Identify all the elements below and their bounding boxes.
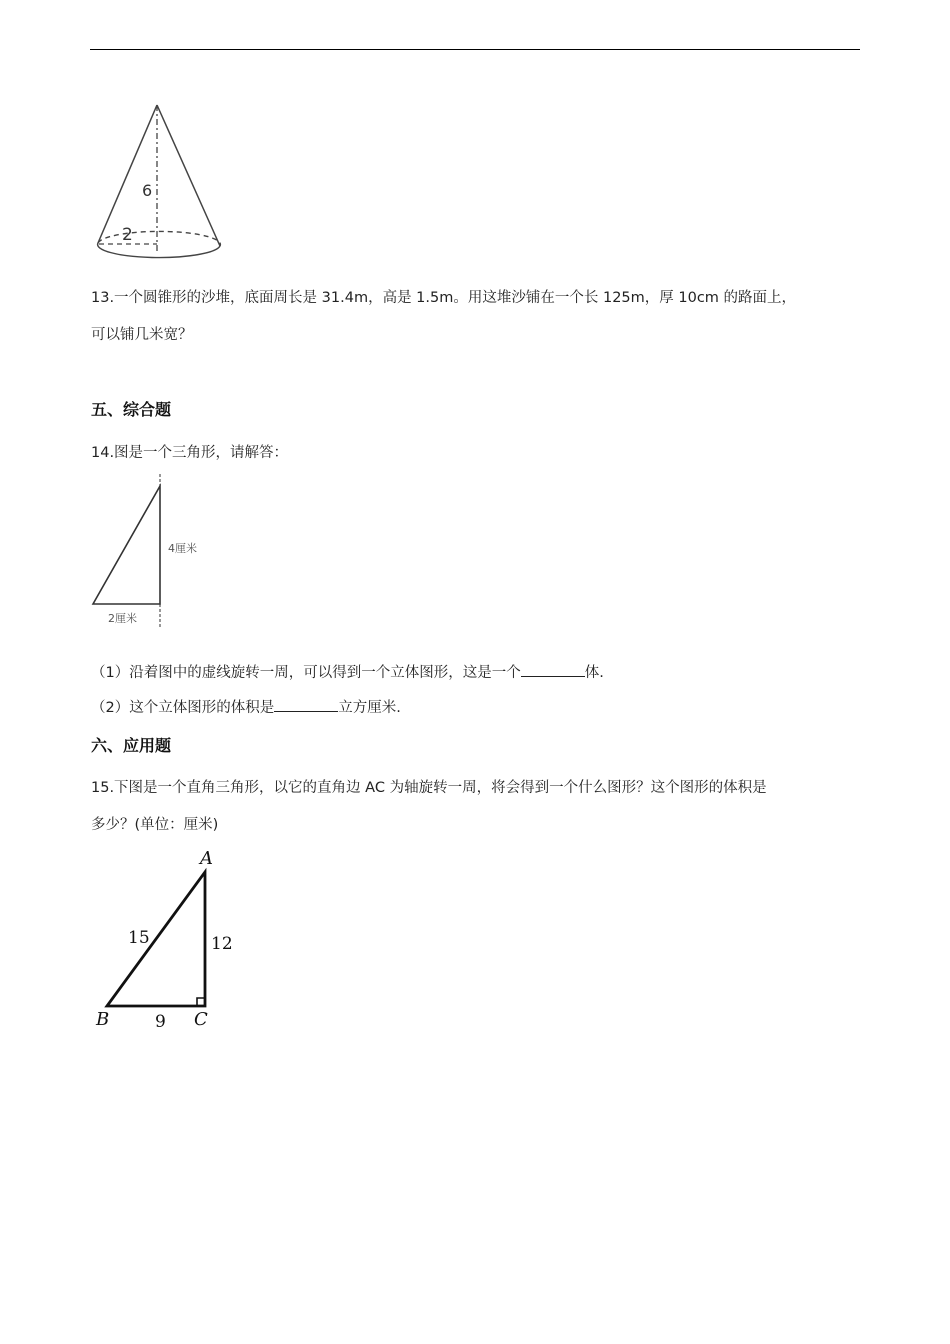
section-5-title: 五、综合题 bbox=[91, 400, 172, 419]
vertex-a-label: A bbox=[200, 848, 213, 869]
section-6-title: 六、应用题 bbox=[91, 736, 172, 755]
q15-triangle bbox=[107, 872, 205, 1006]
q13-line2: 可以铺几米宽？ bbox=[91, 327, 193, 343]
vertex-c-label: C bbox=[194, 1009, 208, 1030]
q14-sub1-suffix: 体. bbox=[584, 665, 604, 681]
leg-bc-label: 9 bbox=[155, 1012, 166, 1032]
cone-figure bbox=[90, 96, 230, 266]
q14-sub2-suffix: 立方厘米. bbox=[338, 700, 401, 716]
q13-line1: 13.一个圆锥形的沙堆，底面周长是 31.4m，高是 1.5m。用这堆沙铺在一个长 125m，厚 10cm 的路面上， bbox=[91, 290, 797, 306]
vertex-b-label: B bbox=[96, 1009, 110, 1030]
q14-sub2-blank[interactable] bbox=[274, 697, 338, 712]
q14-height-label: 4厘米 bbox=[168, 542, 197, 555]
q14-sub1-blank[interactable] bbox=[521, 662, 585, 677]
q14-base-label: 2厘米 bbox=[108, 612, 137, 625]
q14-sub2 bbox=[91, 697, 401, 718]
leg-ac-label: 12 bbox=[211, 934, 233, 954]
q14-sub1-text: （1）沿着图中的虚线旋转一周，可以得到一个立体图形，这是一个 bbox=[91, 665, 521, 681]
q15-triangle-figure bbox=[90, 845, 250, 1035]
header-rule bbox=[90, 49, 860, 50]
cone-height-label: 6 bbox=[142, 181, 153, 200]
q14-triangle bbox=[93, 486, 160, 604]
cone-radius-label: 2 bbox=[122, 225, 133, 245]
cone-left-edge bbox=[98, 105, 157, 243]
q15-line1: 15.下图是一个直角三角形，以它的直角边 AC 为轴旋转一周，将会得到一个什么图形？这个图形的体积是 bbox=[91, 780, 767, 796]
q14-triangle-figure bbox=[90, 472, 220, 634]
q14-sub2-text: （2）这个立体图形的体积是 bbox=[91, 700, 275, 716]
cone-base-back bbox=[98, 231, 220, 246]
hypotenuse-label: 15 bbox=[128, 928, 150, 948]
q14-sub1 bbox=[91, 662, 604, 683]
q14-stem: 14.图是一个三角形，请解答： bbox=[91, 445, 289, 461]
cone-right-edge bbox=[157, 105, 220, 246]
cone-base-front bbox=[98, 243, 220, 258]
q15-line2: 多少？(单位：厘米) bbox=[91, 817, 219, 833]
